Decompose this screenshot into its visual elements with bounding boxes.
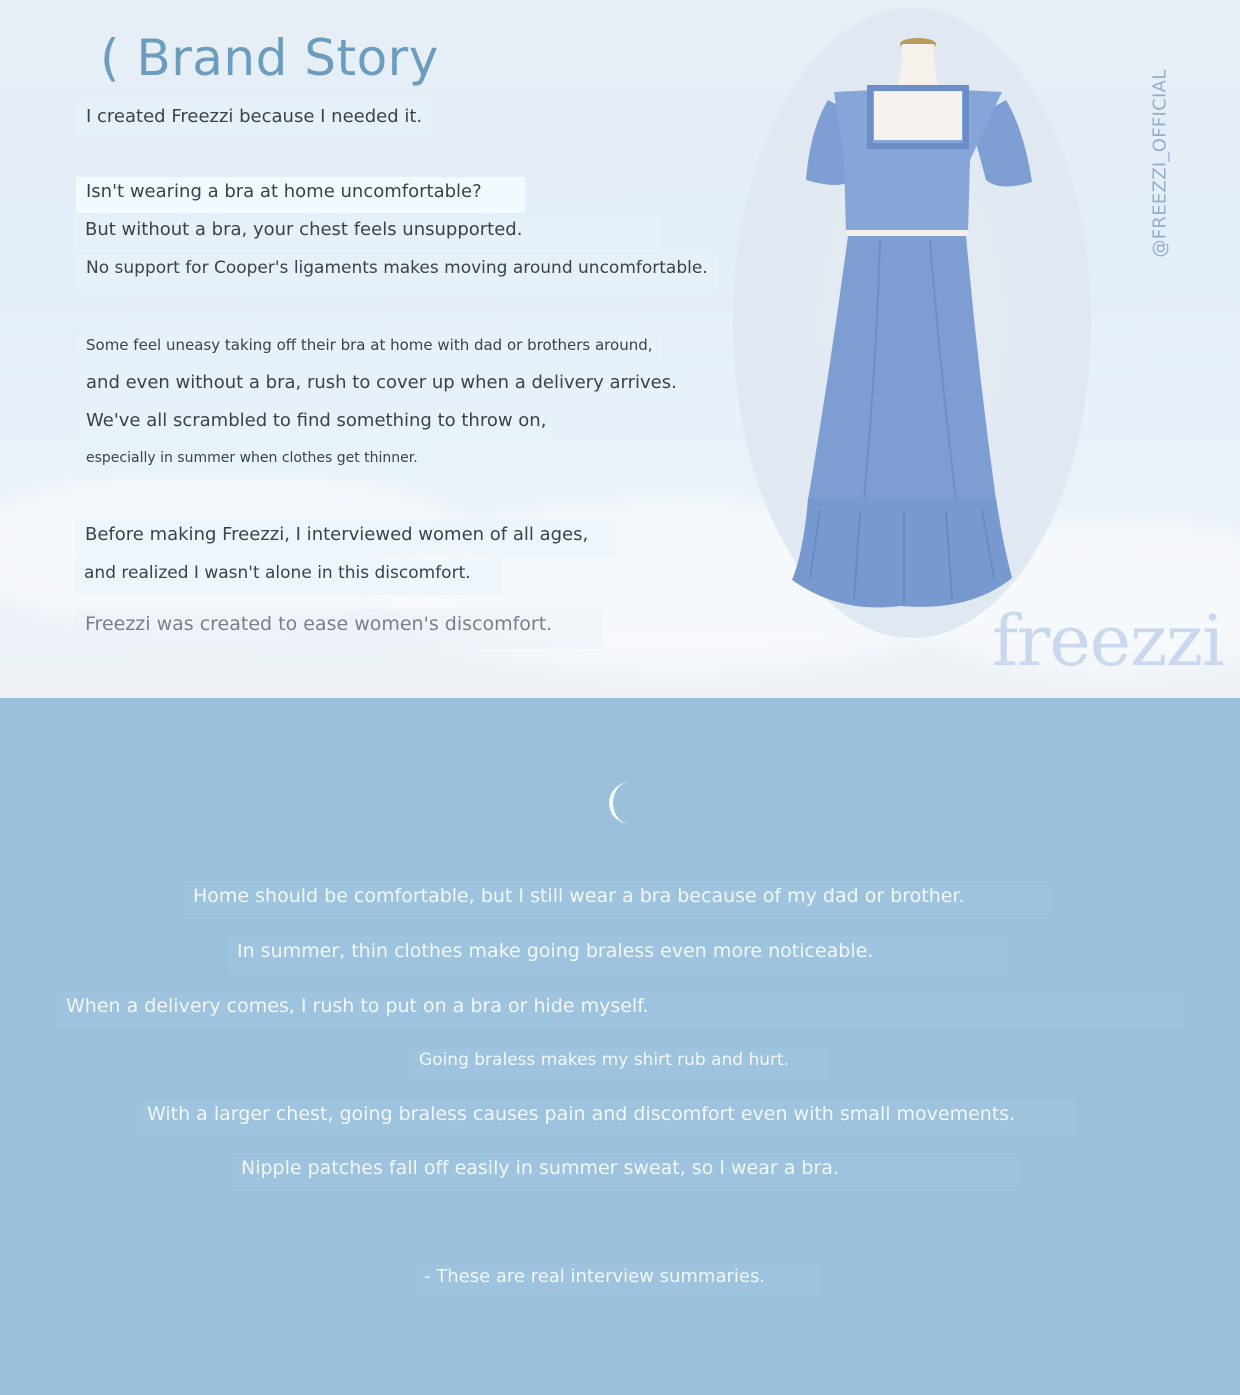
paragraph-line-1: Some feel uneasy taking off their bra at home with dad or brothers around,	[76, 332, 663, 366]
interview-quote: With a larger chest, going braless causes pain and discomfort even with small movements.	[137, 1099, 1077, 1137]
interview-quote: In summer, thin clothes make going braless even more noticeable.	[227, 936, 1007, 974]
interview-quote: Going braless makes my shirt rub and hurt.	[409, 1046, 829, 1080]
crescent-moon-icon	[600, 778, 640, 828]
page-title: ( Brand Story	[100, 29, 439, 87]
research-line-2: and realized I wasn't alone in this discomfort.	[74, 559, 502, 595]
interview-quote: Home should be comfortable, but I still wear a bra because of my dad or brother.	[183, 881, 1053, 919]
paragraph-line-3: We've all scrambled to find something to throw on,	[76, 406, 556, 442]
research-line-1: Before making Freezzi, I interviewed women of all ages,	[75, 520, 616, 558]
question-line-2: But without a bra, your chest feels unsupported.	[75, 215, 660, 251]
paragraph-line-4: especially in summer when clothes get thinner.	[76, 446, 434, 480]
closing-statement: Freezzi was created to ease women's discomfort.	[75, 609, 603, 649]
social-handle[interactable]: @FREEZZI_OFFICIAL	[1149, 68, 1171, 258]
dress-image	[780, 30, 1050, 620]
paragraph-line-2: and even without a bra, rush to cover up when a delivery arrives.	[76, 368, 687, 404]
interview-quote: Nipple patches fall off easily in summer sweat, so I wear a bra.	[231, 1153, 1021, 1191]
interview-section	[0, 698, 1240, 1395]
question-line-1: Isn't wearing a bra at home uncomfortable?	[76, 177, 525, 213]
intro-text: I created Freezzi because I needed it.	[76, 102, 432, 136]
brand-logo-watermark: freezzi	[992, 600, 1224, 682]
interview-footnote: - These are real interview summaries.	[414, 1262, 820, 1298]
interview-quote: When a delivery comes, I rush to put on a bra or hide myself.	[56, 991, 1186, 1029]
question-line-3: No support for Cooper's ligaments makes moving around uncomfortable.	[76, 254, 718, 290]
